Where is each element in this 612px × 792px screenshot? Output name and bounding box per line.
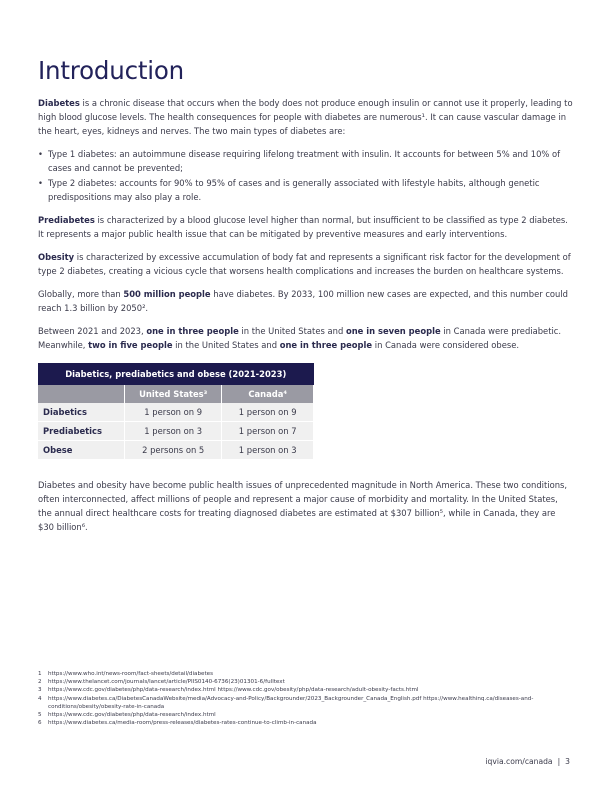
footnote-link[interactable]: https://www.diabetes.ca/media-room/press-releases/diabetes-rates-continue-to-climb-in-canada [48,720,317,727]
page-title: Introduction [38,56,184,85]
paragraph-diabetes [38,96,574,138]
column-header-us: United States³ [125,385,222,403]
footnote-number: 2 [38,679,42,686]
table-header-row [38,385,314,403]
text-span: in the United States and [172,340,280,350]
footnote-link[interactable]: https://www.thelancet.com/journals/lancet/article/PIIS0140-6736(23)01301-6/fulltext [48,679,285,686]
term-obesity: Obesity [38,252,75,262]
footnote-link[interactable]: https://www.cdc.gov/diabetes/php/data-research/index.html [48,712,216,719]
footnote [38,711,578,719]
page-number: 3 [565,757,570,766]
footnote [38,670,578,678]
text-span: in Canada were prediabetic. Meanwhile, [38,326,562,350]
table-header-blank [38,385,125,403]
footnote [38,686,578,694]
text-span: have diabetes. By 2033, 100 million new cases are expected, and this number could reach 1.3 billion by 2050². [38,289,569,313]
footnote [38,695,578,711]
cell-canada: 1 person on 9 [222,403,314,422]
row-label: Obese [38,441,125,460]
table-title: Diabetics, prediabetics and obese (2021-2023) [38,363,314,385]
table-row [38,403,314,422]
table-row [38,422,314,441]
footnote [38,678,578,686]
highlight: one in three people [146,326,239,336]
list-item: • Type 2 diabetes: accounts for 90% to 95% of cases and is generally associated with lifestyle habits, although genetic predispositions may also play a role. [38,176,574,204]
term-prediabetes: Prediabetes [38,215,95,225]
footnote-link[interactable]: https://www.diabetes.ca/DiabetesCanadaWebsite/media/Advocacy-and-Policy/Backgrounder/2023_Backgrounder_Canada_English.pdf https://www.healthinq.ca/diseases-and-conditions/obesity/obesity-rate-in-canada [48,695,534,710]
cell-canada: 1 person on 3 [222,441,314,460]
cell-us: 1 person on 3 [125,422,222,441]
footnote-link[interactable]: https://www.who.int/news-room/fact-sheets/detail/diabetes [48,671,213,677]
paragraph-costs: Diabetes and obesity have become public health issues of unprecedented magnitude in North America. These two conditions, often interconnected, affect millions of people and represent a major cause of morbidity and mortality. In the United States, the annual direct healthcare costs for treating diagnosed diabetes are estimated at $307 billion⁵, while in Canada, they are $30 billion⁶. [38,480,568,532]
footnote-number: 5 [38,712,42,719]
paragraph-obesity [38,250,574,278]
body-text [38,96,574,543]
paragraph-prediabetes [38,213,574,241]
diabetes-types-list [38,147,574,204]
term-diabetes: Diabetes [38,98,80,108]
footnote [38,719,578,727]
paragraph-prevalence [38,324,574,352]
prevalence-table [38,363,314,460]
cell-us: 2 persons on 5 [125,441,222,460]
highlight: 500 million people [123,289,211,299]
text-span: Globally, more than [38,289,124,299]
footnotes [38,670,578,727]
highlight: one in seven people [345,326,441,336]
list-item: • Type 1 diabetes: an autoimmune disease requiring lifelong treatment with insulin. It accounts for between 5% and 10% of cases and cannot be prevented; [38,147,574,175]
footnote-number: 3 [38,687,42,694]
highlight: one in three people [279,340,373,350]
paragraph-text: is characterized by excessive accumulation of body fat and represents a significant risk factor for the development of type 2 diabetes, creating a vicious cycle that worsens health complications and increases the burden on healthcare systems. [38,252,571,276]
row-label: Diabetics [38,403,125,422]
text-span: in Canada were considered obese. [372,340,520,350]
footnote-number: 1 [38,671,42,677]
table-row [38,441,314,460]
highlight: two in five people [88,340,173,350]
paragraph-global [38,287,574,315]
row-label: Prediabetics [38,422,125,441]
footer-separator: | [557,757,561,766]
text-span: in the United States and [238,326,346,336]
column-header-canada: Canada⁴ [222,385,314,403]
footnote-link[interactable]: https://www.cdc.gov/diabetes/php/data-research/index.html https://www.cdc.gov/obesity/php/data-research/adult-obesity-facts.html [48,687,419,694]
cell-us: 1 person on 9 [125,403,222,422]
footnote-number: 6 [38,720,42,727]
paragraph-text: is a chronic disease that occurs when the body does not produce enough insulin or cannot use it properly, leading to high blood glucose levels. The health consequences for people with diabetes are numerous¹. It can cause vascular damage in the heart, eyes, kidneys and nerves. The two main types of diabetes are: [38,98,573,136]
footer-site-link[interactable]: iqvia.com/canada [485,757,553,766]
paragraph-text: is characterized by a blood glucose level higher than normal, but insufficient to be classified as type 2 diabetes. It represents a major public health issue that can be mitigated by preventive measures and early interventions. [38,215,568,239]
text-span: Between 2021 and 2023, [38,326,147,336]
footnote-number: 4 [38,695,42,702]
cell-canada: 1 person on 7 [222,422,314,441]
page-footer [485,757,570,766]
